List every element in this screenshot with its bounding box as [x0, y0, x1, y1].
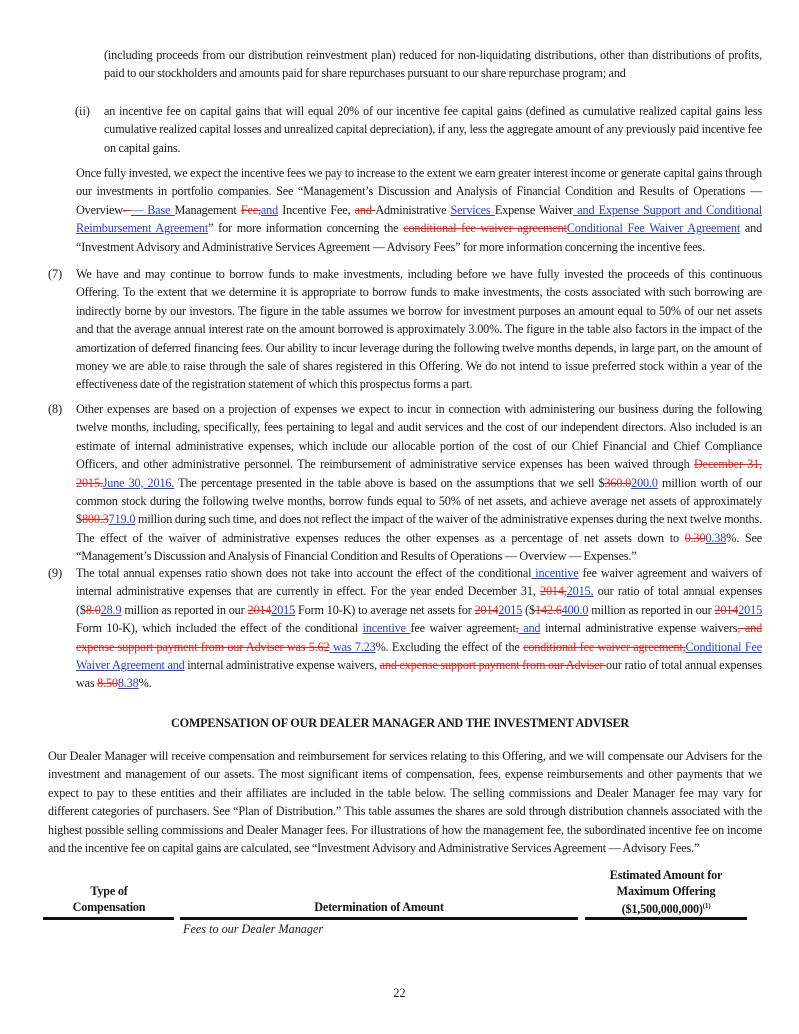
deleted-text: , [515, 621, 519, 636]
text-run: Form 10-K), which included the effect of the conditional [76, 621, 363, 636]
inserted-text: 400.0 [561, 602, 589, 617]
inserted-text: 719.0 [108, 512, 136, 527]
text-run: (including proceeds from our distribution reinvestment plan) reduced for non-liquidating distributions, other than distributions of profits, paid to our stockholders and amounts paid for share repurchases pursuant to our share repurchase program; and [104, 48, 762, 81]
deleted-text: 8.0 [85, 602, 101, 617]
deleted-text: conditional fee waiver agreement, [523, 639, 686, 654]
deleted-text: and expense support payment from our Adviser [379, 658, 607, 673]
paragraph-continuation-i [104, 46, 762, 83]
text-run: Our Dealer Manager will receive compensation and reimbursement for services relating to this Offering, and we will compensate our Advisers for the investment and management of our assets. The most significant items of compensation, fees, expense reimbursements and other payments that we expect to pay to these entities and their affiliates are included in the table below. The selling commissions and Dealer Manager fee may vary for different categories of purchasers. See “Plan of Distribution.” This table assumes the shares are sold through distribution channels associated with the highest possible selling commissions and Dealer Manager fees. For illustrations of how the management fee, the subordinated incentive fee on income and the incentive fee on capital gains are calculated, see “Investment Advisory and Administrative Services Agreement — Advisory Fees.” [48, 749, 762, 856]
inserted-text: 8.38 [117, 676, 139, 691]
deleted-text: , and expense support payment from our Adviser was 5.62 [76, 621, 763, 654]
text-run: million as reported in our [121, 602, 248, 617]
header-rule-estimate [585, 917, 747, 920]
text-run: our ratio of total annual expenses was [76, 658, 762, 691]
text-run: %. Excluding the effect of the [375, 639, 524, 654]
text-run: an incentive fee on capital gains that will equal 20% of our incentive fee capital gains (defined as cumulative realized capital gains less cumulative realized capital losses and unrealized capital depreciation), if any, less the aggregate amount of any previously paid incentive fee on capital gains. [104, 104, 762, 155]
text-run: %. See “Management’s Discussion and Analysis of Financial Condition and Results of Operations — Overview — Expenses.” [76, 530, 762, 564]
header-estimate-line2: Maximum Offering [616, 883, 716, 898]
section-heading: COMPENSATION OF OUR DEALER MANAGER AND THE INVESTMENT ADVISER [171, 716, 629, 730]
deleted-text: Fee, [240, 202, 261, 217]
footnote-9-label: (9) [48, 566, 63, 580]
header-estimated-amount [585, 868, 747, 918]
footnote-7-text [76, 265, 762, 394]
text-run: and “Investment Advisory and Administrative Services Agreement — Advisory Fees” for more information concerning the incentive fees. [76, 221, 763, 254]
text-run: ($ [522, 602, 535, 617]
inserted-text: 200.0 [631, 475, 658, 490]
deleted-text: 2014 [247, 602, 272, 617]
text-run: internal administrative expense waivers [540, 621, 738, 636]
inserted-text: 2015 [738, 602, 763, 617]
page-number: 22 [393, 986, 406, 1000]
inserted-text: and [260, 202, 279, 217]
text-run: The total annual expenses ratio shown does not take into account the effect of the conditional [76, 566, 532, 580]
header-rule-determination [180, 917, 578, 920]
text-run: Expense Waiver [494, 202, 574, 217]
text-run: internal administrative expense waivers, [184, 658, 380, 673]
inserted-text: 28.9 [100, 602, 122, 617]
text-run: million during such time, and does not reflect the impact of the waiver of the administrative expenses during the next twelve months. The effect of the waiver of administrative expenses reduces the other expenses as a percentage of net assets down to [76, 512, 762, 545]
item-ii-label: (ii) [75, 104, 90, 118]
paragraph-item-ii [104, 102, 762, 157]
deleted-text: 142.6 [534, 602, 562, 617]
text-run: fee waiver agreement [410, 621, 516, 636]
inserted-text: — Base [130, 202, 175, 217]
text-run: Other expenses are based on a projection of expenses we expect to incur in connection with administering our business during the following twelve months, including, specifically, fees pertaining to legal and audit services and the cost of our independent directors. Also included is an estimate of internal administrative expenses, which include our allocable portion of the cost of our Chief Financial and Chief Compliance Officers, and other administrative personnel. The reimbursement of administrative service expenses has been waived through [76, 402, 762, 472]
deleted-text: December 31, 2015. [76, 457, 762, 490]
text-run: Administrative [375, 202, 451, 217]
inserted-text: June 30, 2016. [102, 475, 175, 490]
inserted-text: 0.38 [705, 530, 727, 545]
text-run: Incentive Fee, [278, 202, 355, 217]
text-run: We have and may continue to borrow funds to make investments, including before we have fully invested the proceeds of this continuous Offering. To the extent that we determine it is appropriate to borrow funds to make investments, the costs associated with such borrowing are indirectly borne by our investors. The figure in the table assumes we borrow for investment purposes an amount equal to 50% of our net assets and that the average annual interest rate on the amount borrowed is approximately 3.00%. The figure in the table also factors in the impact of the amortization of deferred financing fees. Our ability to incur leverage during the following twelve months depends, in large part, on the amount of money we are able to raise through the sale of shares registered in this Offering. We do not intend to issue preferred stock within a year of the effectiveness date of the registration statement of which this prospectus forms a part. [76, 267, 762, 392]
text-run: ” for more information concerning the [208, 221, 404, 236]
header-estimate-line1: Estimated Amount for [609, 868, 723, 882]
deleted-text: 8.50 [97, 676, 118, 691]
deleted-text: and [354, 202, 376, 217]
text-run: Once fully invested, we expect the incentive fees we pay to increase to the extent we earn greater interest income or generate capital gains through our investments in portfolio companies. See “Management’s Discussion and Analysis of Financial Condition and Results of Operations — Overview [76, 166, 762, 217]
deleted-text: 2014, [540, 584, 567, 599]
deleted-text: 2014 [474, 602, 499, 617]
inserted-text: 2015 [271, 602, 296, 617]
deleted-text: 2014 [714, 602, 739, 617]
text-run: million worth of our common stock during the following twelve months, borrow funds equal to 50% of net assets, and achieve average net assets of approximately $ [76, 475, 762, 527]
paragraph-once-fully-invested [76, 164, 762, 256]
text-run: Management [174, 202, 241, 217]
paragraph-compensation-intro [48, 747, 762, 857]
deleted-text: 360.0 [604, 475, 632, 490]
deleted-text: - [122, 202, 131, 217]
inserted-text: Conditional Fee Waiver Agreement and [76, 639, 762, 673]
inserted-text: Services [450, 202, 495, 217]
text-run: fee waiver agreement and waivers of internal administrative expenses that are currently in effect. For the year ended December 31, [76, 566, 762, 599]
text-run: %. [138, 676, 152, 691]
header-determination-of-amount: Determination of Amount [314, 900, 444, 914]
footnote-8-label: (8) [48, 402, 63, 416]
header-rule-type [43, 917, 174, 920]
inserted-text: incentive [531, 566, 579, 580]
inserted-text: 2015, [566, 584, 594, 599]
inserted-text: was 7.23 [329, 639, 376, 654]
text-run: Form 10-K) to average net assets for [295, 602, 475, 617]
inserted-text: incentive [362, 621, 411, 636]
header-type-line2: Compensation [72, 899, 146, 914]
header-estimate-line3: ($1,500,000,000)$^{(1)}$ [621, 902, 711, 916]
footnote-marker: (1) [702, 902, 711, 910]
footnote-8-text [76, 400, 762, 566]
inserted-text: 2015 [498, 602, 523, 617]
inserted-text: Conditional Fee Waiver Agreement [566, 221, 741, 236]
deleted-text: 800.3 [81, 512, 109, 527]
header-type-line1: Type of [90, 884, 128, 898]
deleted-text: 0.30 [684, 530, 706, 545]
text-run: The percentage presented in the table above is based on the assumptions that we sell $ [174, 475, 605, 490]
footnote-7-label: (7) [48, 267, 63, 281]
table-subheading-dealer-manager-fees: Fees to our Dealer Manager [183, 922, 324, 936]
deleted-text: conditional fee waiver agreement [403, 221, 567, 236]
inserted-text: and Expense Support and Conditional Reimbursement Agreement [76, 202, 763, 236]
inserted-text: and [518, 621, 541, 636]
text-run: million as reported in our [588, 602, 715, 617]
text-run: our ratio of total annual expenses ($ [76, 584, 762, 617]
header-type-of-compensation [44, 884, 174, 915]
footnote-9-text [76, 564, 762, 693]
